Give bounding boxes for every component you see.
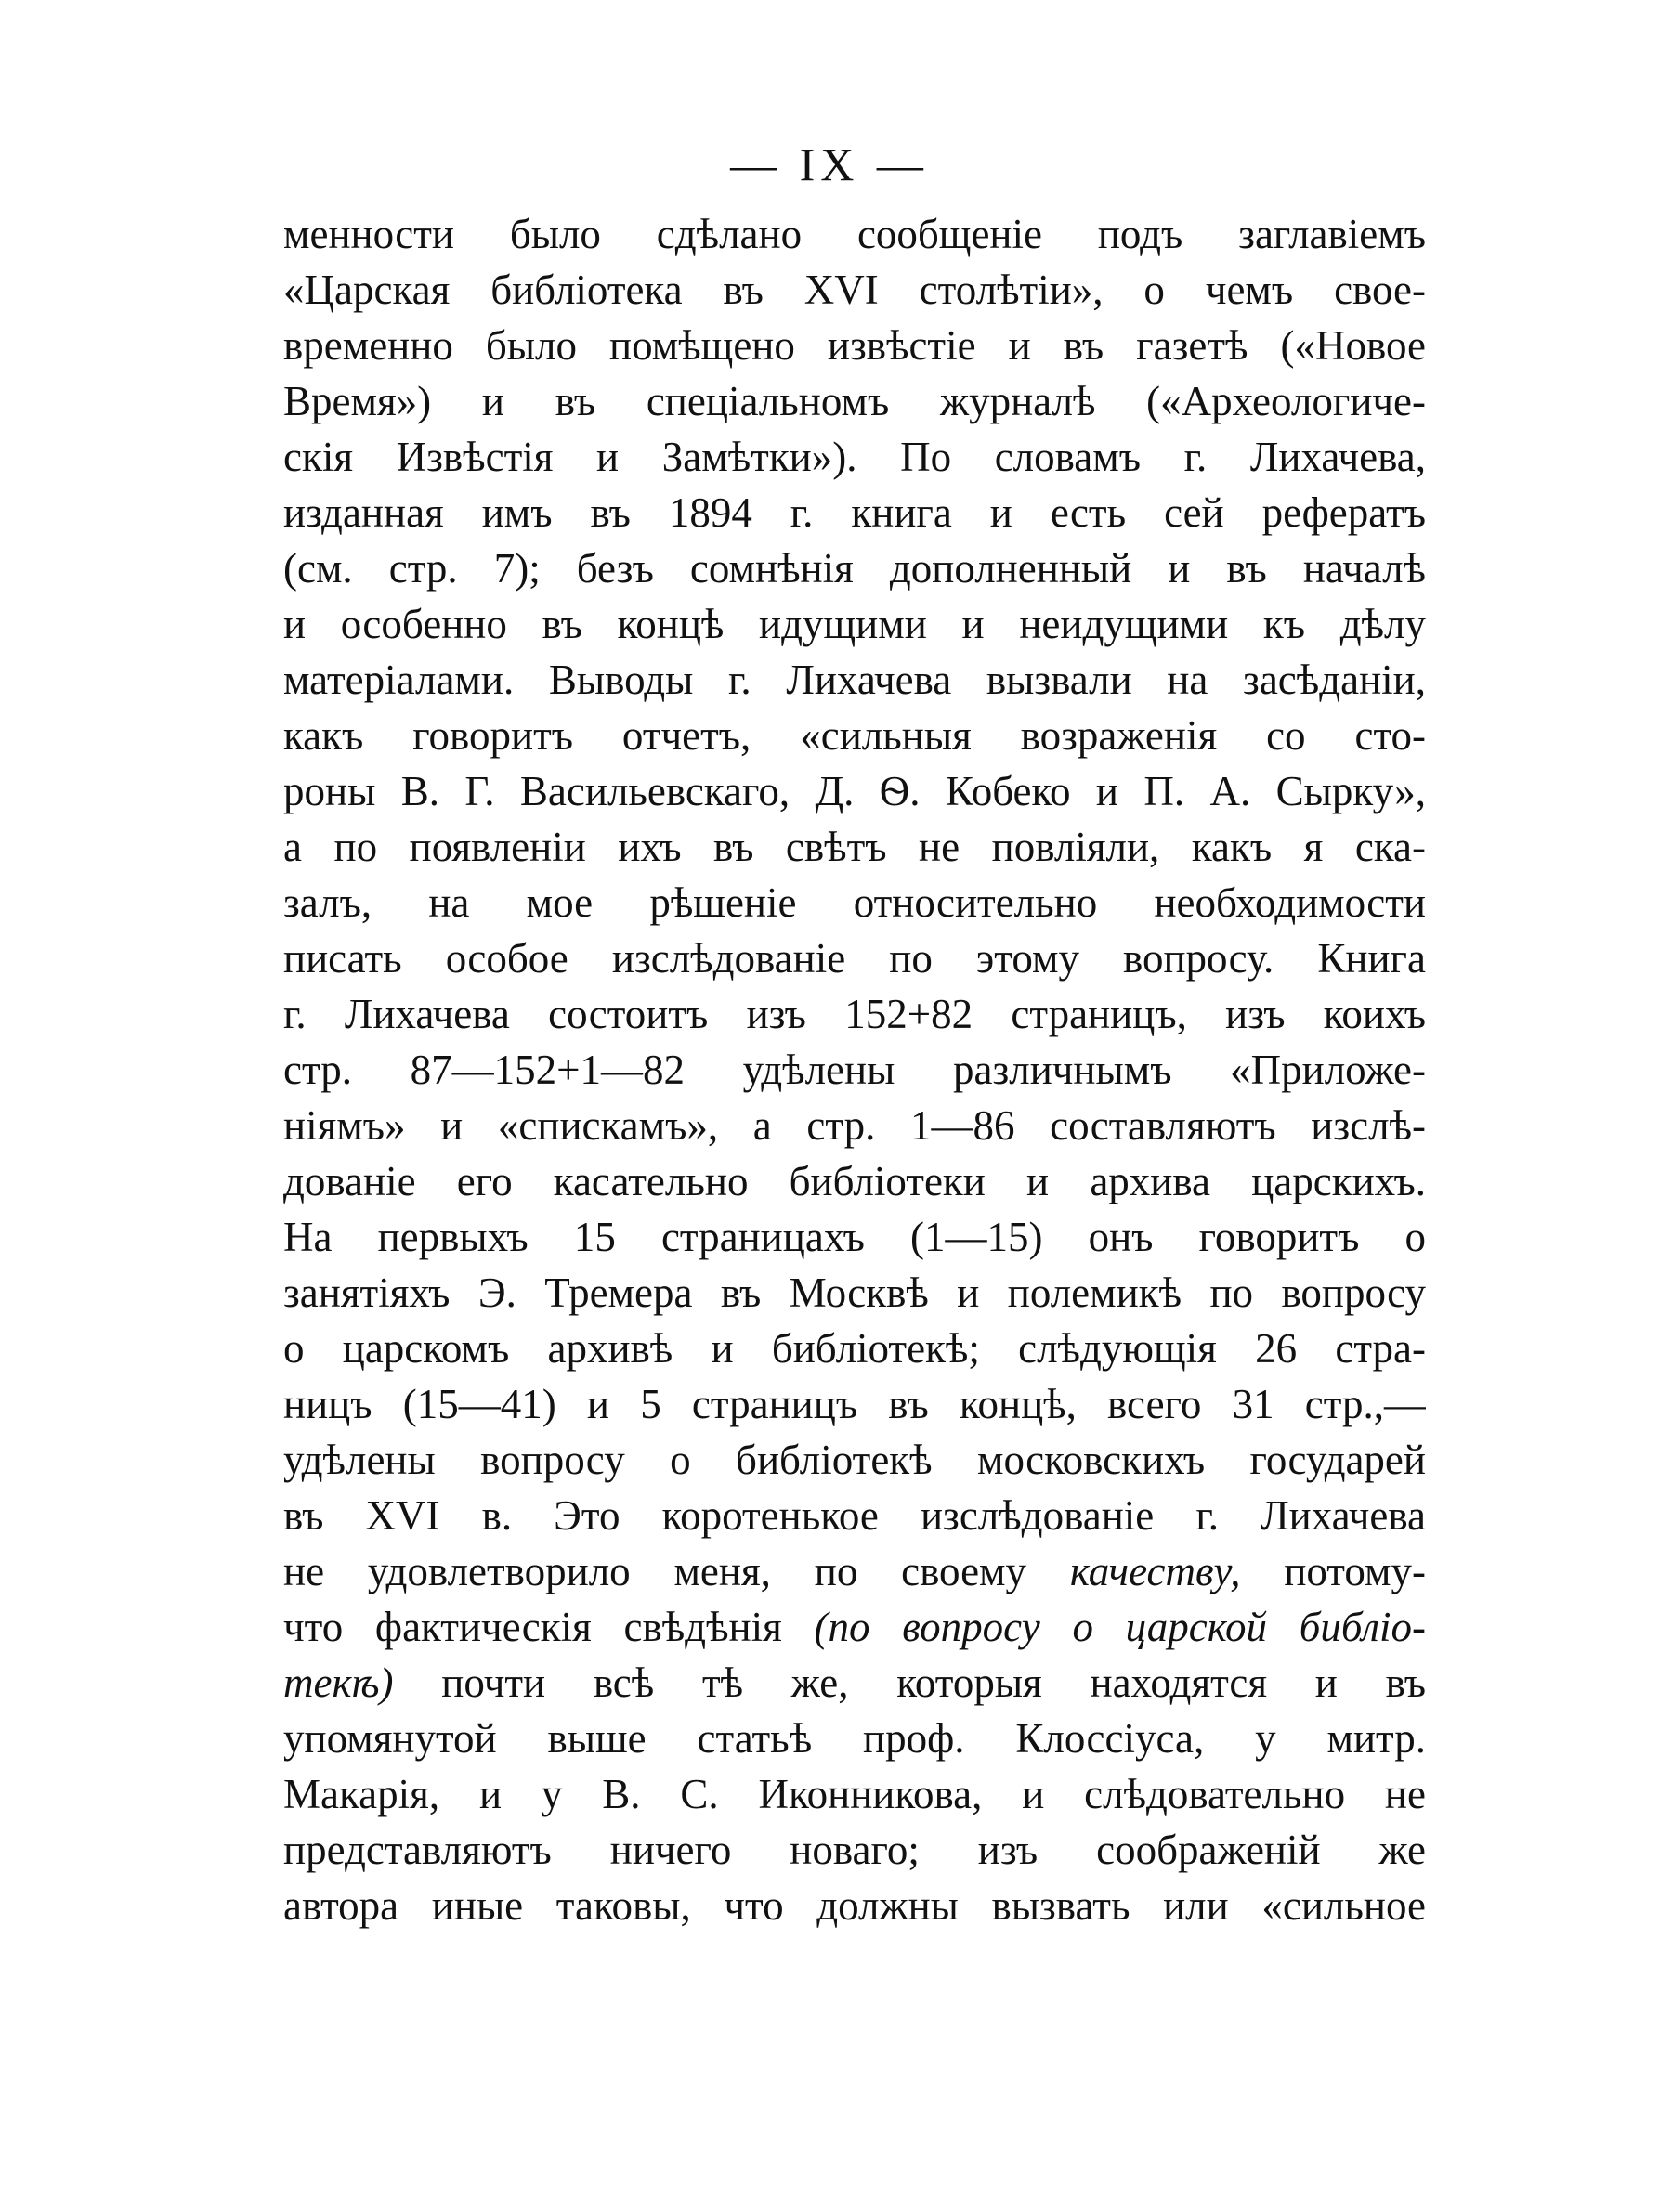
text-line: На первыхъ 15 страницахъ (1—15) онъ говоритъ о <box>283 1214 1426 1260</box>
text-line: представляютъ ничего новаго; изъ соображенiй же <box>283 1827 1426 1873</box>
text-line: удѣлены вопросу о библiотекѣ московскихъ государей <box>283 1437 1426 1483</box>
text-line: г. Лихачева состоитъ изъ 152+82 страницъ, изъ коихъ <box>283 991 1426 1037</box>
text-line: Время») и въ спецiальномъ журналѣ («Археологиче- <box>283 378 1426 424</box>
text-line: въ XVI в. Это коротенькое изслѣдованiе г. Лихачева <box>283 1492 1426 1539</box>
text-line: матерiалами. Выводы г. Лихачева вызвали на засѣданiи, <box>283 657 1426 703</box>
text-line: «Царская библiотека въ XVI столѣтiи», о чемъ свое- <box>283 267 1426 313</box>
body-text <box>283 206 1426 1933</box>
text-line-with-italic <box>283 1599 1426 1655</box>
text-line: дованiе его касательно библiотеки и архива царскихъ. <box>283 1158 1426 1204</box>
page-number: — IX — <box>730 138 929 190</box>
italic-segment: (по вопросу о царской библiо- <box>814 1604 1426 1650</box>
text-line: нiямъ» и «спискамъ», а стр. 1—86 составляютъ изслѣ- <box>283 1102 1426 1149</box>
text-segment: почти всѣ тѣ же, которыя находятся и въ <box>393 1659 1426 1706</box>
text-segment: не удовлетворило меня, по своему <box>283 1548 1070 1594</box>
italic-segment: текѣ) <box>283 1659 394 1706</box>
text-line: занятiяхъ Э. Тремера въ Москвѣ и полемикѣ по вопросу <box>283 1269 1426 1316</box>
text-line: а по появленiи ихъ въ свѣтъ не повлiяли, какъ я ска- <box>283 824 1426 870</box>
text-line: залъ, на мое рѣшенiе относительно необходимости <box>283 879 1426 926</box>
text-line: изданная имъ въ 1894 г. книга и есть сей рефератъ <box>283 489 1426 536</box>
text-line: стр. 87—152+1—82 удѣлены различнымъ «Приложе- <box>283 1047 1426 1093</box>
text-line: автора иные таковы, что должны вызвать или «сильное <box>283 1882 1426 1929</box>
text-line: упомянутой выше статьѣ проф. Клоссiуса, у митр. <box>283 1715 1426 1762</box>
text-line: (см. стр. 7); безъ сомнѣнiя дополненный и въ началѣ <box>283 545 1426 592</box>
italic-segment: качеству, <box>1069 1548 1241 1594</box>
text-line: о царскомъ архивѣ и библiотекѣ; слѣдующiя 26 стра- <box>283 1325 1426 1372</box>
text-line: Макарiя, и у В. С. Иконникова, и слѣдовательно не <box>283 1771 1426 1817</box>
text-line: роны В. Г. Васильевскаго, Д. Ѳ. Кобеко и П. А. Сырку», <box>283 768 1426 814</box>
text-line: ницъ (15—41) и 5 страницъ въ концѣ, всего 31 стр.,— <box>283 1381 1426 1427</box>
text-line: менности было сдѣлано сообщенiе подъ заглавiемъ <box>283 211 1426 257</box>
text-line-with-italic <box>283 1655 1426 1711</box>
text-line: временно было помѣщено извѣстiе и въ газетѣ («Новое <box>283 322 1426 369</box>
text-line: какъ говоритъ отчетъ, «сильныя возраженiя со сто- <box>283 712 1426 759</box>
text-segment: потому- <box>1240 1548 1426 1594</box>
text-segment: что фактическiя свѣдѣнiя <box>283 1604 815 1650</box>
text-line: писать особое изслѣдованiе по этому вопросу. Книга <box>283 935 1426 982</box>
text-line: скiя Извѣстiя и Замѣтки»). По словамъ г. Лихачева, <box>283 434 1426 480</box>
text-line-with-italic <box>283 1543 1426 1599</box>
text-line: и особенно въ концѣ идущими и неидущими къ дѣлу <box>283 601 1426 647</box>
